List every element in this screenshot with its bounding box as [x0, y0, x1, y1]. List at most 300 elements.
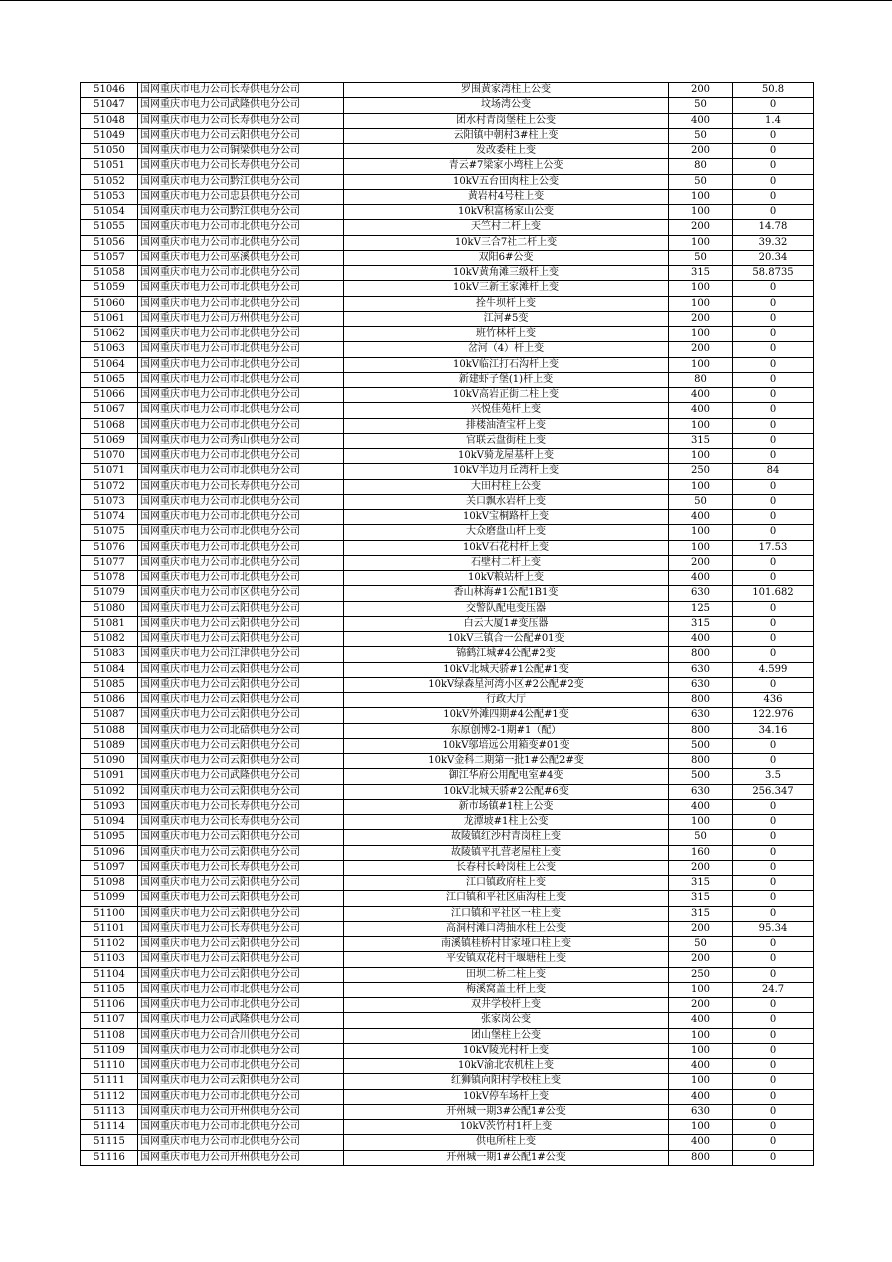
company-cell: 国网重庆市电力公司云阳供电分公司: [138, 967, 344, 982]
row-id-cell: 51115: [81, 1135, 138, 1150]
table-row: [81, 1074, 814, 1089]
table-row: [81, 616, 814, 631]
capacity-cell: 800: [669, 723, 733, 738]
company-cell: 国网重庆市电力公司云阳供电分公司: [138, 906, 344, 921]
load-cell: 0: [733, 357, 814, 372]
capacity-cell: 100: [669, 281, 733, 296]
row-id-cell: 51116: [81, 1150, 138, 1165]
company-cell: 国网重庆市电力公司武隆供电分公司: [138, 98, 344, 113]
company-cell: 国网重庆市电力公司市北供电分公司: [138, 220, 344, 235]
row-id-cell: 51097: [81, 860, 138, 875]
table-row: [81, 769, 814, 784]
capacity-cell: 630: [669, 677, 733, 692]
transformer-name-cell: 江口镇政府柱上变: [344, 876, 669, 891]
table-row: [81, 494, 814, 509]
row-id-cell: 51095: [81, 830, 138, 845]
company-cell: 国网重庆市电力公司云阳供电分公司: [138, 677, 344, 692]
load-cell: 24.7: [733, 982, 814, 997]
transformer-name-cell: 10kV北城天骄#1公配#1变: [344, 662, 669, 677]
row-id-cell: 51108: [81, 1028, 138, 1043]
company-cell: 国网重庆市电力公司长寿供电分公司: [138, 860, 344, 875]
transformer-name-cell: 白云大厦1#变压器: [344, 616, 669, 631]
load-cell: 95.34: [733, 921, 814, 936]
company-cell: 国网重庆市电力公司市北供电分公司: [138, 235, 344, 250]
load-cell: 0: [733, 174, 814, 189]
row-id-cell: 51081: [81, 616, 138, 631]
transformer-name-cell: 10kV茨竹村1杆上变: [344, 1120, 669, 1135]
transformer-name-cell: 10kV外滩四期#4公配#1变: [344, 708, 669, 723]
row-id-cell: 51114: [81, 1120, 138, 1135]
row-id-cell: 51070: [81, 449, 138, 464]
company-cell: 国网重庆市电力公司万州供电分公司: [138, 311, 344, 326]
company-cell: 国网重庆市电力公司长寿供电分公司: [138, 159, 344, 174]
company-cell: 国网重庆市电力公司市北供电分公司: [138, 555, 344, 570]
company-cell: 国网重庆市电力公司长寿供电分公司: [138, 799, 344, 814]
load-cell: 4.599: [733, 662, 814, 677]
row-id-cell: 51069: [81, 433, 138, 448]
row-id-cell: 51109: [81, 1043, 138, 1058]
transformer-name-cell: 10kV邬培远公用箱变#01变: [344, 738, 669, 753]
company-cell: 国网重庆市电力公司黔江供电分公司: [138, 174, 344, 189]
company-cell: 国网重庆市电力公司云阳供电分公司: [138, 876, 344, 891]
load-cell: 0: [733, 906, 814, 921]
load-cell: 17.53: [733, 540, 814, 555]
company-cell: 国网重庆市电力公司江津供电分公司: [138, 647, 344, 662]
capacity-cell: 500: [669, 738, 733, 753]
load-cell: 0: [733, 281, 814, 296]
capacity-cell: 50: [669, 250, 733, 265]
load-cell: 0: [733, 632, 814, 647]
table-row: [81, 1059, 814, 1074]
transformer-name-cell: 故陵镇平扎营老屋柱上变: [344, 845, 669, 860]
table-row: [81, 1089, 814, 1104]
transformer-name-cell: 10kV半边月丘湾杆上变: [344, 464, 669, 479]
table-row: [81, 647, 814, 662]
row-id-cell: 51049: [81, 128, 138, 143]
capacity-cell: 315: [669, 616, 733, 631]
row-id-cell: 51110: [81, 1059, 138, 1074]
transformer-name-cell: 新市场镇#1柱上公变: [344, 799, 669, 814]
capacity-cell: 400: [669, 1059, 733, 1074]
row-id-cell: 51058: [81, 266, 138, 281]
row-id-cell: 51094: [81, 815, 138, 830]
capacity-cell: 630: [669, 1104, 733, 1119]
row-id-cell: 51076: [81, 540, 138, 555]
load-cell: 0: [733, 860, 814, 875]
table-row: [81, 433, 814, 448]
capacity-cell: 100: [669, 982, 733, 997]
capacity-cell: 100: [669, 1028, 733, 1043]
table-row: [81, 967, 814, 982]
load-cell: 0: [733, 159, 814, 174]
company-cell: 国网重庆市电力公司云阳供电分公司: [138, 632, 344, 647]
capacity-cell: 630: [669, 586, 733, 601]
company-cell: 国网重庆市电力公司长寿供电分公司: [138, 815, 344, 830]
transformer-name-cell: 罗围黄家湾柱上公变: [344, 83, 669, 98]
transformer-name-cell: 10kV粮站杆上变: [344, 571, 669, 586]
company-cell: 国网重庆市电力公司市北供电分公司: [138, 266, 344, 281]
load-cell: 0: [733, 205, 814, 220]
table-row: [81, 235, 814, 250]
load-cell: 0: [733, 571, 814, 586]
company-cell: 国网重庆市电力公司云阳供电分公司: [138, 754, 344, 769]
transformer-name-cell: 江口镇和平社区一柱上变: [344, 906, 669, 921]
company-cell: 国网重庆市电力公司市北供电分公司: [138, 540, 344, 555]
company-cell: 国网重庆市电力公司黔江供电分公司: [138, 205, 344, 220]
transformer-name-cell: 石壁村二杆上变: [344, 555, 669, 570]
table-row: [81, 113, 814, 128]
company-cell: 国网重庆市电力公司铜梁供电分公司: [138, 144, 344, 159]
company-cell: 国网重庆市电力公司云阳供电分公司: [138, 845, 344, 860]
capacity-cell: 80: [669, 159, 733, 174]
load-cell: 0: [733, 754, 814, 769]
load-cell: 84: [733, 464, 814, 479]
load-cell: 0: [733, 296, 814, 311]
row-id-cell: 51099: [81, 891, 138, 906]
row-id-cell: 51090: [81, 754, 138, 769]
row-id-cell: 51071: [81, 464, 138, 479]
load-cell: 0: [733, 967, 814, 982]
table-row: [81, 601, 814, 616]
row-id-cell: 51047: [81, 98, 138, 113]
load-cell: 0: [733, 1150, 814, 1165]
company-cell: 国网重庆市电力公司长寿供电分公司: [138, 113, 344, 128]
load-cell: 0: [733, 327, 814, 342]
capacity-cell: 100: [669, 296, 733, 311]
capacity-cell: 400: [669, 1135, 733, 1150]
transformer-name-cell: 南溪镇桂桥村甘家垭口柱上变: [344, 937, 669, 952]
company-cell: 国网重庆市电力公司市北供电分公司: [138, 372, 344, 387]
load-cell: 14.78: [733, 220, 814, 235]
transformer-name-cell: 兴悦佳苑杆上变: [344, 403, 669, 418]
row-id-cell: 51059: [81, 281, 138, 296]
transformer-name-cell: 行政大厅: [344, 693, 669, 708]
table-row: [81, 418, 814, 433]
transformer-name-cell: 开州城一期1#公配1#公变: [344, 1150, 669, 1165]
transformer-name-cell: 江河#5变: [344, 311, 669, 326]
row-id-cell: 51066: [81, 388, 138, 403]
capacity-cell: 315: [669, 433, 733, 448]
load-cell: 0: [733, 449, 814, 464]
row-id-cell: 51073: [81, 494, 138, 509]
row-id-cell: 51072: [81, 479, 138, 494]
transformer-name-cell: 新建虾子堡(1)杆上变: [344, 372, 669, 387]
table-row: [81, 830, 814, 845]
load-cell: 0: [733, 815, 814, 830]
table-row: [81, 784, 814, 799]
transformer-name-cell: 高洞村滩口湾抽水柱上公变: [344, 921, 669, 936]
capacity-cell: 100: [669, 479, 733, 494]
load-cell: 0: [733, 601, 814, 616]
load-cell: 0: [733, 845, 814, 860]
row-id-cell: 51046: [81, 83, 138, 98]
company-cell: 国网重庆市电力公司市北供电分公司: [138, 388, 344, 403]
transformer-name-cell: 云阳镇中朝村3#柱上变: [344, 128, 669, 143]
load-cell: 0: [733, 479, 814, 494]
capacity-cell: 160: [669, 845, 733, 860]
company-cell: 国网重庆市电力公司市北供电分公司: [138, 464, 344, 479]
table-row: [81, 952, 814, 967]
row-id-cell: 51104: [81, 967, 138, 982]
transformer-name-cell: 10kV宝桐路杆上变: [344, 510, 669, 525]
row-id-cell: 51101: [81, 921, 138, 936]
transformer-name-cell: 10kV渝北农机柱上变: [344, 1059, 669, 1074]
capacity-cell: 400: [669, 388, 733, 403]
capacity-cell: 400: [669, 1089, 733, 1104]
capacity-cell: 50: [669, 937, 733, 952]
load-cell: 20.34: [733, 250, 814, 265]
transformer-name-cell: 青云#7梁家小塆柱上公变: [344, 159, 669, 174]
transformer-name-cell: 江口镇和平社区庙沟柱上变: [344, 891, 669, 906]
row-id-cell: 51068: [81, 418, 138, 433]
row-id-cell: 51065: [81, 372, 138, 387]
company-cell: 国网重庆市电力公司市区供电分公司: [138, 586, 344, 601]
capacity-cell: 315: [669, 891, 733, 906]
load-cell: 0: [733, 876, 814, 891]
transformer-name-cell: 10kV积富杨家山公变: [344, 205, 669, 220]
transformer-name-cell: 平安镇双花村干堰塘柱上变: [344, 952, 669, 967]
capacity-cell: 200: [669, 220, 733, 235]
table-row: [81, 1013, 814, 1028]
row-id-cell: 51098: [81, 876, 138, 891]
table-row: [81, 510, 814, 525]
row-id-cell: 51054: [81, 205, 138, 220]
company-cell: 国网重庆市电力公司开州供电分公司: [138, 1150, 344, 1165]
capacity-cell: 400: [669, 113, 733, 128]
transformer-name-cell: 故陵镇红沙村青岗柱上变: [344, 830, 669, 845]
row-id-cell: 51060: [81, 296, 138, 311]
table-row: [81, 205, 814, 220]
transformer-name-cell: 长春村长岭岗柱上公变: [344, 860, 669, 875]
capacity-cell: 100: [669, 235, 733, 250]
transformer-name-cell: 梅溪窝盖土杆上变: [344, 982, 669, 997]
transformer-name-cell: 10kV石花村杆上变: [344, 540, 669, 555]
table-row: [81, 1028, 814, 1043]
row-id-cell: 51087: [81, 708, 138, 723]
transformer-name-cell: 10kV金科二期第一批1#公配2#变: [344, 754, 669, 769]
load-cell: 0: [733, 144, 814, 159]
company-cell: 国网重庆市电力公司云阳供电分公司: [138, 738, 344, 753]
table-row: [81, 342, 814, 357]
capacity-cell: 400: [669, 571, 733, 586]
table-row: [81, 449, 814, 464]
transformer-name-cell: 排楼油渣宝杆上变: [344, 418, 669, 433]
company-cell: 国网重庆市电力公司云阳供电分公司: [138, 616, 344, 631]
table-row: [81, 662, 814, 677]
table-row: [81, 1043, 814, 1058]
load-cell: 0: [733, 1104, 814, 1119]
capacity-cell: 100: [669, 540, 733, 555]
table-row: [81, 327, 814, 342]
company-cell: 国网重庆市电力公司云阳供电分公司: [138, 830, 344, 845]
load-cell: 0: [733, 891, 814, 906]
transformer-name-cell: 团山堡柱上公变: [344, 1028, 669, 1043]
transformer-name-cell: 10kV骑龙屋基杆上变: [344, 449, 669, 464]
company-cell: 国网重庆市电力公司云阳供电分公司: [138, 937, 344, 952]
capacity-cell: 200: [669, 311, 733, 326]
table-row: [81, 632, 814, 647]
company-cell: 国网重庆市电力公司市北供电分公司: [138, 418, 344, 433]
company-cell: 国网重庆市电力公司市北供电分公司: [138, 449, 344, 464]
capacity-cell: 100: [669, 1074, 733, 1089]
load-cell: 0: [733, 418, 814, 433]
row-id-cell: 51113: [81, 1104, 138, 1119]
table-row: [81, 189, 814, 204]
transformer-name-cell: 10kV黄角滩三级杆上变: [344, 266, 669, 281]
company-cell: 国网重庆市电力公司市北供电分公司: [138, 357, 344, 372]
capacity-cell: 250: [669, 464, 733, 479]
transformer-name-cell: 龙潭坡#1柱上公变: [344, 815, 669, 830]
table-row: [81, 998, 814, 1013]
transformer-name-cell: 10kV三镇合一公配#01变: [344, 632, 669, 647]
load-cell: 0: [733, 510, 814, 525]
load-cell: 39.32: [733, 235, 814, 250]
page-top-border: [0, 0, 892, 1]
capacity-cell: 100: [669, 815, 733, 830]
load-cell: 0: [733, 616, 814, 631]
row-id-cell: 51086: [81, 693, 138, 708]
row-id-cell: 51079: [81, 586, 138, 601]
table-row: [81, 479, 814, 494]
company-cell: 国网重庆市电力公司开州供电分公司: [138, 1104, 344, 1119]
transformer-name-cell: 红狮镇向阳村学校柱上变: [344, 1074, 669, 1089]
transformer-name-cell: 团水村青岗堡柱上公变: [344, 113, 669, 128]
capacity-cell: 800: [669, 647, 733, 662]
row-id-cell: 51112: [81, 1089, 138, 1104]
capacity-cell: 630: [669, 662, 733, 677]
row-id-cell: 51062: [81, 327, 138, 342]
company-cell: 国网重庆市电力公司市北供电分公司: [138, 1135, 344, 1150]
transformer-name-cell: 开州城一期3#公配1#公变: [344, 1104, 669, 1119]
company-cell: 国网重庆市电力公司云阳供电分公司: [138, 952, 344, 967]
load-cell: 0: [733, 998, 814, 1013]
transformer-name-cell: 双阳6#公变: [344, 250, 669, 265]
company-cell: 国网重庆市电力公司秀山供电分公司: [138, 433, 344, 448]
transformer-name-cell: 御江华府公用配电室#4变: [344, 769, 669, 784]
company-cell: 国网重庆市电力公司市北供电分公司: [138, 281, 344, 296]
transformer-name-cell: 黄岩村4号柱上变: [344, 189, 669, 204]
table-row: [81, 281, 814, 296]
capacity-cell: 250: [669, 967, 733, 982]
transformer-name-cell: 田坝二桥二柱上变: [344, 967, 669, 982]
company-cell: 国网重庆市电力公司云阳供电分公司: [138, 662, 344, 677]
company-cell: 国网重庆市电力公司长寿供电分公司: [138, 921, 344, 936]
table-body: [81, 83, 814, 1166]
table-row: [81, 220, 814, 235]
transformer-name-cell: 关口飘水岩杆上变: [344, 494, 669, 509]
table-row: [81, 982, 814, 997]
capacity-cell: 80: [669, 372, 733, 387]
company-cell: 国网重庆市电力公司市北供电分公司: [138, 510, 344, 525]
row-id-cell: 51089: [81, 738, 138, 753]
load-cell: 34.16: [733, 723, 814, 738]
load-cell: 0: [733, 1059, 814, 1074]
table-row: [81, 738, 814, 753]
capacity-cell: 400: [669, 799, 733, 814]
row-id-cell: 51056: [81, 235, 138, 250]
company-cell: 国网重庆市电力公司云阳供电分公司: [138, 891, 344, 906]
load-cell: 0: [733, 1089, 814, 1104]
company-cell: 国网重庆市电力公司武隆供电分公司: [138, 1013, 344, 1028]
row-id-cell: 51057: [81, 250, 138, 265]
capacity-cell: 630: [669, 784, 733, 799]
capacity-cell: 200: [669, 342, 733, 357]
capacity-cell: 100: [669, 357, 733, 372]
company-cell: 国网重庆市电力公司北碚供电分公司: [138, 723, 344, 738]
transformer-name-cell: 10kV三新王家滩杆上变: [344, 281, 669, 296]
load-cell: 0: [733, 555, 814, 570]
company-cell: 国网重庆市电力公司武隆供电分公司: [138, 769, 344, 784]
transformer-name-cell: 香山林海#1公配1B1变: [344, 586, 669, 601]
row-id-cell: 51084: [81, 662, 138, 677]
company-cell: 国网重庆市电力公司云阳供电分公司: [138, 1074, 344, 1089]
transformer-name-cell: 双井学校杆上变: [344, 998, 669, 1013]
table-row: [81, 464, 814, 479]
table-row: [81, 1150, 814, 1165]
capacity-cell: 100: [669, 205, 733, 220]
transformer-name-cell: 班竹林杆上变: [344, 327, 669, 342]
load-cell: 0: [733, 677, 814, 692]
load-cell: 0: [733, 342, 814, 357]
load-cell: 122.976: [733, 708, 814, 723]
row-id-cell: 51105: [81, 982, 138, 997]
transformer-name-cell: 张家岗公变: [344, 1013, 669, 1028]
transformer-name-cell: 10kV三合7社二杆上变: [344, 235, 669, 250]
row-id-cell: 51078: [81, 571, 138, 586]
capacity-cell: 125: [669, 601, 733, 616]
row-id-cell: 51075: [81, 525, 138, 540]
capacity-cell: 50: [669, 128, 733, 143]
capacity-cell: 100: [669, 449, 733, 464]
row-id-cell: 51055: [81, 220, 138, 235]
company-cell: 国网重庆市电力公司市北供电分公司: [138, 525, 344, 540]
capacity-cell: 100: [669, 1043, 733, 1058]
load-cell: 50.8: [733, 83, 814, 98]
row-id-cell: 51082: [81, 632, 138, 647]
transformer-name-cell: 10kV五台田肉柱上公变: [344, 174, 669, 189]
transformer-name-cell: 锦鹤江城#4公配#2变: [344, 647, 669, 662]
row-id-cell: 51102: [81, 937, 138, 952]
company-cell: 国网重庆市电力公司市北供电分公司: [138, 1059, 344, 1074]
load-cell: 0: [733, 311, 814, 326]
capacity-cell: 50: [669, 494, 733, 509]
capacity-cell: 315: [669, 266, 733, 281]
load-cell: 101.682: [733, 586, 814, 601]
table-row: [81, 525, 814, 540]
row-id-cell: 51063: [81, 342, 138, 357]
table-row: [81, 708, 814, 723]
row-id-cell: 51077: [81, 555, 138, 570]
transformer-name-cell: 大田村柱上公变: [344, 479, 669, 494]
table-row: [81, 174, 814, 189]
table-row: [81, 250, 814, 265]
transformer-name-cell: 天竺村二杆上变: [344, 220, 669, 235]
load-cell: 0: [733, 738, 814, 753]
capacity-cell: 200: [669, 144, 733, 159]
transformer-name-cell: 10kV绿森星河湾小区#2公配#2变: [344, 677, 669, 692]
row-id-cell: 51074: [81, 510, 138, 525]
table-row: [81, 1120, 814, 1135]
transformer-name-cell: 发改委柱上变: [344, 144, 669, 159]
table-row: [81, 555, 814, 570]
load-cell: 0: [733, 128, 814, 143]
table-row: [81, 754, 814, 769]
load-cell: 0: [733, 1043, 814, 1058]
capacity-cell: 800: [669, 754, 733, 769]
load-cell: 256.347: [733, 784, 814, 799]
load-cell: 0: [733, 799, 814, 814]
company-cell: 国网重庆市电力公司市北供电分公司: [138, 571, 344, 586]
